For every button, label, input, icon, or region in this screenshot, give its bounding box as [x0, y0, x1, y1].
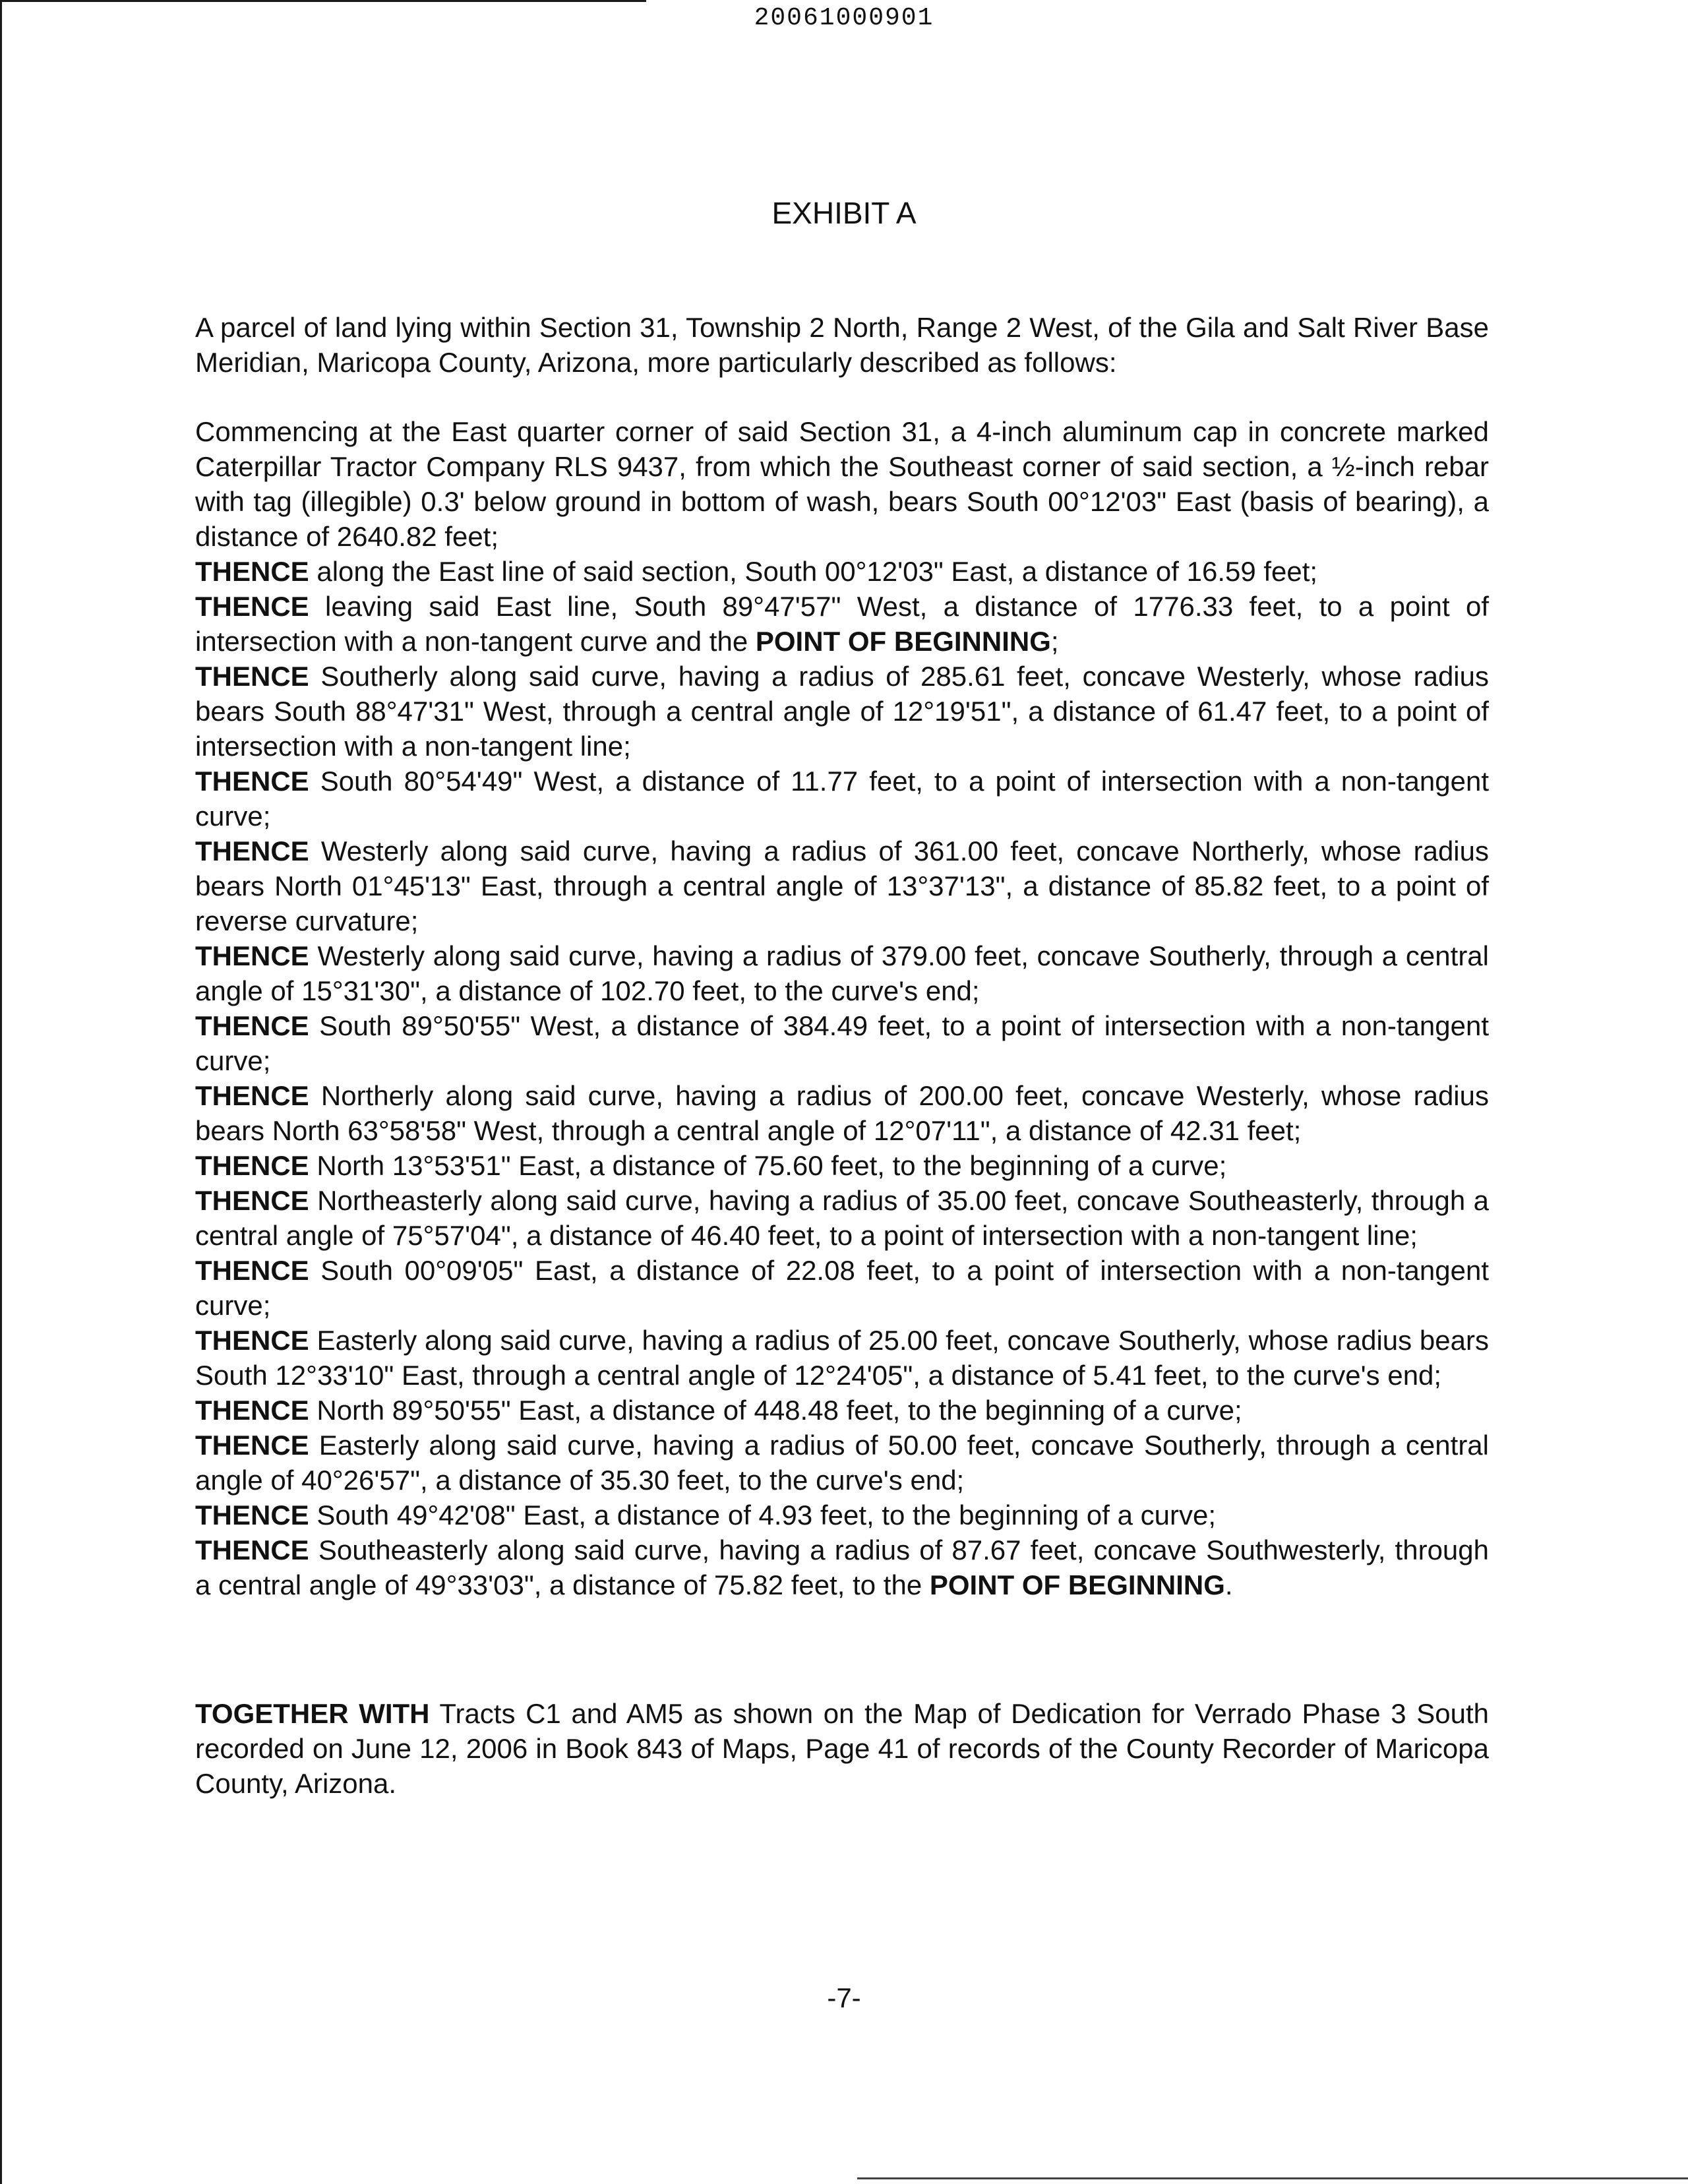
together-with-body: Tracts C1 and AM5 as shown on the Map of Dedication for Verrado Phase 3 South recorded on June 12, 2006 in Book 843 of Maps, Page 41 of records of the County Recorder of Maricopa County, Arizona. — [195, 1698, 1489, 1799]
thence-call — [195, 1253, 1489, 1323]
thence-call-text: South 80°54'49" West, a distance of 11.77 feet, to a point of intersection with a non-tangent curve; — [195, 766, 1489, 832]
thence-calls-list — [195, 554, 1489, 1602]
thence-call-punctuation: . — [1224, 1569, 1233, 1600]
thence-keyword: THENCE — [195, 835, 309, 866]
thence-keyword: THENCE — [195, 1255, 309, 1286]
thence-keyword: THENCE — [195, 1430, 309, 1461]
thence-call-text: North 13°53'51" East, a distance of 75.60 feet, to the beginning of a curve; — [309, 1150, 1227, 1181]
thence-call — [195, 1078, 1489, 1148]
thence-call — [195, 1532, 1489, 1602]
thence-call-text: Northerly along said curve, having a radius of 200.00 feet, concave Westerly, whose radius bears North 63°58'58" West, through a central angle of 12°07'11", a distance of 42.31 feet; — [195, 1080, 1489, 1146]
thence-call — [195, 834, 1489, 938]
thence-call-text: Easterly along said curve, having a radius of 25.00 feet, concave Southerly, whose radius bears South 12°33'10" East, through a central angle of 12°24'05", a distance of 5.41 feet, to the curve's end; — [195, 1325, 1489, 1391]
thence-call — [195, 1008, 1489, 1078]
thence-keyword: THENCE — [195, 1010, 309, 1041]
thence-call — [195, 1323, 1489, 1393]
thence-call — [195, 764, 1489, 834]
thence-call-text: Southeasterly along said curve, having a radius of 87.67 feet, concave Southwesterly, through a central angle of 49°33'03", a distance of 75.82 feet, to the — [195, 1534, 1489, 1600]
thence-call-text: Westerly along said curve, having a radius of 379.00 feet, concave Southerly, through a central angle of 15°31'30", a distance of 102.70 feet, to the curve's end; — [195, 940, 1489, 1006]
thence-call-punctuation: ; — [1050, 626, 1059, 657]
thence-keyword: THENCE — [195, 1185, 309, 1216]
together-with-text — [195, 1696, 1489, 1801]
together-with-paragraph — [195, 1696, 1489, 1801]
thence-keyword: THENCE — [195, 1080, 309, 1111]
thence-keyword: THENCE — [195, 1395, 309, 1426]
thence-keyword: THENCE — [195, 591, 309, 622]
thence-call-text: Northeasterly along said curve, having a radius of 35.00 feet, concave Southeasterly, through a central angle of 75°57'04", a distance of 46.40 feet, to a point of intersection with a non-tangent line; — [195, 1185, 1489, 1251]
intro-text: A parcel of land lying within Section 31, Township 2 North, Range 2 West, of the Gila and Salt River Base Meridian, Maricopa County, Arizona, more particularly described as follows: — [195, 312, 1489, 378]
point-of-beginning-label: POINT OF BEGINNING — [755, 626, 1051, 657]
thence-call-text: South 00°09'05" East, a distance of 22.08 feet, to a point of intersection with a non-tangent curve; — [195, 1255, 1489, 1321]
point-of-beginning-label: POINT OF BEGINNING — [929, 1569, 1225, 1600]
thence-call-text: along the East line of said section, South 00°12'03" East, a distance of 16.59 feet; — [309, 556, 1318, 587]
thence-call — [195, 1183, 1489, 1253]
thence-call-text: leaving said East line, South 89°47'57" West, a distance of 1776.33 feet, to a point of intersection with a non-tangent curve and the — [195, 591, 1489, 657]
intro-paragraph — [195, 310, 1489, 380]
thence-call — [195, 659, 1489, 764]
exhibit-title: EXHIBIT A — [771, 196, 917, 230]
thence-keyword: THENCE — [195, 1500, 309, 1531]
thence-call — [195, 1393, 1489, 1428]
thence-keyword: THENCE — [195, 766, 309, 797]
thence-call — [195, 589, 1489, 659]
thence-keyword: THENCE — [195, 1325, 309, 1356]
thence-keyword: THENCE — [195, 1534, 309, 1565]
thence-call-text: South 89°50'55" West, a distance of 384.49 feet, to a point of intersection with a non-tangent curve; — [195, 1010, 1489, 1076]
thence-keyword: THENCE — [195, 940, 309, 971]
scan-edge-top — [0, 0, 646, 2]
thence-call-text: South 49°42'08" East, a distance of 4.93 feet, to the beginning of a curve; — [309, 1500, 1217, 1531]
thence-call — [195, 1428, 1489, 1498]
thence-call-text: Westerly along said curve, having a radius of 361.00 feet, concave Northerly, whose radius bears North 01°45'13" East, through a central angle of 13°37'13", a distance of 85.82 feet, to a point of reverse curvature; — [195, 835, 1489, 936]
page-number: -7- — [827, 1982, 861, 2013]
recording-number: 20061000901 — [754, 4, 934, 32]
thence-call — [195, 1148, 1489, 1183]
thence-keyword: THENCE — [195, 556, 309, 587]
thence-call-text: Southerly along said curve, having a radius of 285.61 feet, concave Westerly, whose radius bears South 88°47'31" West, through a central angle of 12°19'51", a distance of 61.47 feet, to a point of intersection with a non-tangent line; — [195, 661, 1489, 762]
scan-edge-left — [0, 0, 2, 2184]
thence-keyword: THENCE — [195, 661, 309, 692]
scan-edge-bottom — [857, 2177, 1688, 2179]
thence-call — [195, 938, 1489, 1008]
legal-description — [195, 414, 1489, 1602]
commencing-paragraph: Commencing at the East quarter corner of said Section 31, a 4-inch aluminum cap in concrete marked Caterpillar Tractor Company RLS 9437, from which the Southeast corner of said section, a ½-inch rebar with tag (illegible) 0.3' below ground in bottom of wash, bears South 00°12'03" East (basis of bearing), a distance of 2640.82 feet; — [195, 416, 1489, 552]
thence-keyword: THENCE — [195, 1150, 309, 1181]
thence-call — [195, 554, 1489, 589]
thence-call-text: Easterly along said curve, having a radius of 50.00 feet, concave Southerly, through a central angle of 40°26'57", a distance of 35.30 feet, to the curve's end; — [195, 1430, 1489, 1496]
together-with-keyword: TOGETHER WITH — [195, 1698, 430, 1729]
thence-call-text: North 89°50'55" East, a distance of 448.48 feet, to the beginning of a curve; — [309, 1395, 1242, 1426]
thence-call — [195, 1498, 1489, 1532]
